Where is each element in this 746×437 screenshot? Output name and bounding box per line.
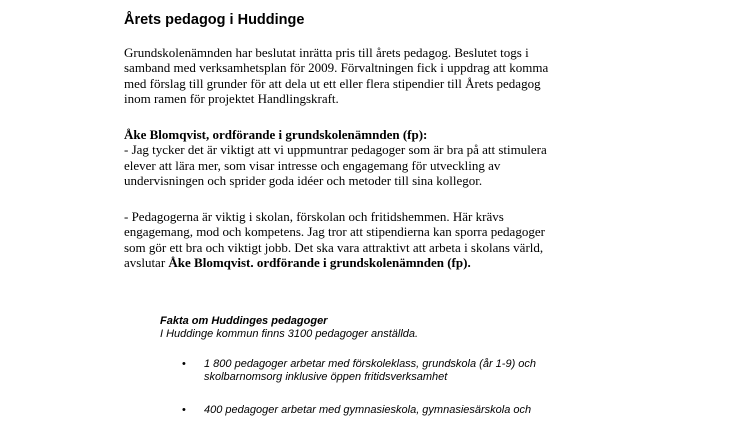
bullet-icon: • <box>182 358 186 370</box>
fakta-box <box>160 315 418 341</box>
fakta-subtitle: I Huddinge kommun finns 3100 pedagoger anställda. <box>160 328 419 340</box>
quote-line: elever att lära mer, som visar intresse och engagemang för utveckling av <box>124 157 501 173</box>
page-title: Årets pedagog i Huddinge <box>124 12 305 28</box>
closing-attribution: Åke Blomqvist. ordförande i grundskolenämnden (fp). <box>168 255 471 271</box>
intro-paragraph <box>124 45 644 107</box>
quote-paragraph-1 <box>124 127 644 189</box>
intro-line: med förslag till grunder för att dela ut ett eller flera stipendier till Årets pedagog <box>124 75 541 91</box>
quote-line: - Jag tycker det är viktigt att vi uppmuntrar pedagoger som är bra på att stimulera <box>124 142 547 158</box>
intro-line: Grundskolenämnden har beslutat inrätta pris till årets pedagog. Beslutet togs i <box>124 45 529 60</box>
fakta-heading: Fakta om Huddinges pedagoger <box>160 315 328 327</box>
intro-line: inom ramen för projektet Handlingskraft. <box>124 91 339 107</box>
quote-speaker: Åke Blomqvist, ordförande i grundskolenämnden (fp): <box>124 127 428 142</box>
list-item <box>160 404 536 417</box>
bullet-line: 1 800 pedagoger arbetar med förskoleklass, grundskola (år 1-9) och <box>204 358 537 370</box>
quote-closing-line <box>124 255 644 270</box>
bullet-icon: • <box>182 404 186 416</box>
quote-line: undervisningen och sprider goda idéer och metoder till sina kollegor. <box>124 173 483 189</box>
bullet-line: 400 pedagoger arbetar med gymnasieskola, gymnasiesärskola och <box>204 404 532 416</box>
closing-prefix: avslutar <box>124 255 169 271</box>
list-item <box>160 358 536 384</box>
quote-line: - Pedagogerna är viktig i skolan, förskolan och fritidshemmen. Här krävs <box>124 209 504 224</box>
quote-paragraph-2 <box>124 209 644 271</box>
quote-line: engagemang, mod och kompetens. Jag tror att stipendierna kan sporra pedagoger <box>124 224 545 240</box>
intro-line: samband med verksamhetsplan för 2009. Förvaltningen fick i uppdrag att komma <box>124 60 549 76</box>
quote-line: som gör ett bra och viktigt jobb. Det ska vara attraktivt att arbeta i skolans värld, <box>124 239 544 255</box>
fakta-bullet-list <box>160 358 536 437</box>
bullet-line: skolbarnomsorg inklusive öppen fritidsverksamhet <box>204 371 448 383</box>
